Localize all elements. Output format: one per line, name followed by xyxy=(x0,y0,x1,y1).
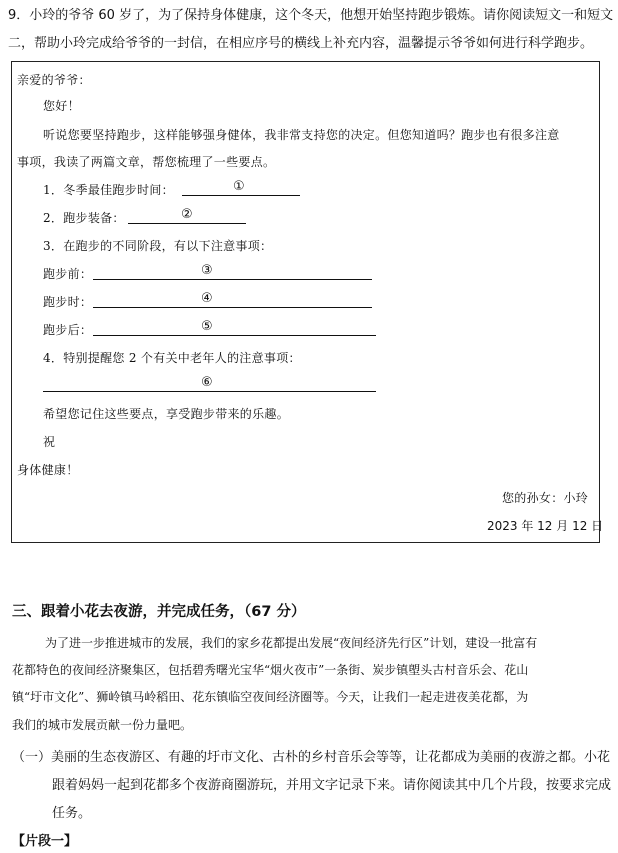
blank-line-6 xyxy=(43,391,376,392)
blank-line-2 xyxy=(128,223,246,224)
blank-marker-3: ③ xyxy=(201,263,213,278)
question-line-1: 9．小玲的爷爷 60 岁了，为了保持身体健康，这个冬天，他想开始坚持跑步锻炼。请你阅读短文一和短文 xyxy=(8,8,614,23)
question-line-2: 二，帮助小玲完成给爷爷的一封信，在相应序号的横线上补充内容，温馨提示爷爷如何进行科学跑步。 xyxy=(8,36,594,51)
blank-line-4 xyxy=(93,307,372,308)
letter-closing: 希望您记住这些要点，享受跑步带来的乐趣。 xyxy=(43,407,290,421)
blank-marker-6: ⑥ xyxy=(201,375,213,390)
item-1-label: 1．冬季最佳跑步时间： xyxy=(43,183,174,197)
after-run-label: 跑步后： xyxy=(43,323,93,337)
part-1-line-2: 跟着妈妈一起到花都多个夜游商圈游玩，并用文字记录下来。请你阅读其中几个片段，按要求完成 xyxy=(52,778,612,793)
blank-line-3 xyxy=(93,279,372,280)
section-3-intro-line-2: 花都特色的夜间经济聚集区，包括碧秀曙光宝华“烟火夜市”一条街、炭步镇塱头古村音乐会、花山 xyxy=(12,663,529,677)
part-1-line-3: 任务。 xyxy=(52,806,92,821)
blank-marker-2: ② xyxy=(181,207,193,222)
section-3-intro-line-3: 镇“圩市文化”、狮岭镇马岭稻田、花东镇临空夜间经济圈等。今天，让我们一起走进夜美花都，为 xyxy=(12,690,529,704)
item-4-label: 4．特别提醒您 2 个有关中老年人的注意事项： xyxy=(43,351,301,365)
blank-line-5 xyxy=(93,335,376,336)
letter-wish: 身体健康！ xyxy=(17,463,79,477)
fragment-1-heading: 【片段一】 xyxy=(12,834,78,849)
letter-para-line-1: 听说您要坚持跑步，这样能够强身健体，我非常支持您的决定。但您知道吗？跑步也有很多注意 xyxy=(43,128,560,142)
before-run-label: 跑步前： xyxy=(43,267,93,281)
blank-marker-1: ① xyxy=(233,179,245,194)
item-2-label: 2．跑步装备： xyxy=(43,211,125,225)
blank-line-1 xyxy=(182,195,300,196)
section-3-intro-line-4: 我们的城市发展贡献一份力量吧。 xyxy=(12,718,193,732)
part-1-line-1: （一）美丽的生态夜游区、有趣的圩市文化、古朴的乡村音乐会等等，让花都成为美丽的夜游之都。小花 xyxy=(12,750,611,765)
blank-marker-5: ⑤ xyxy=(201,319,213,334)
letter-date: 2023 年 12 月 12 日 xyxy=(487,519,604,533)
section-3-intro-line-1: 为了进一步推进城市的发展，我们的家乡花都提出发展“夜间经济先行区”计划，建设一批富有 xyxy=(45,636,538,650)
during-run-label: 跑步时： xyxy=(43,295,93,309)
letter-greeting: 您好！ xyxy=(43,99,80,113)
letter-para-line-2: 事项，我读了两篇文章，帮您梳理了一些要点。 xyxy=(17,155,276,169)
blank-marker-4: ④ xyxy=(201,291,213,306)
item-3-label: 3．在跑步的不同阶段，有以下注意事项： xyxy=(43,239,273,253)
letter-signature: 您的孙女：小玲 xyxy=(502,491,589,505)
section-3-heading: 三、跟着小花去夜游，并完成任务，（67 分） xyxy=(12,604,306,620)
letter-salutation: 亲爱的爷爷： xyxy=(17,73,91,87)
letter-zhu: 祝 xyxy=(43,435,56,449)
